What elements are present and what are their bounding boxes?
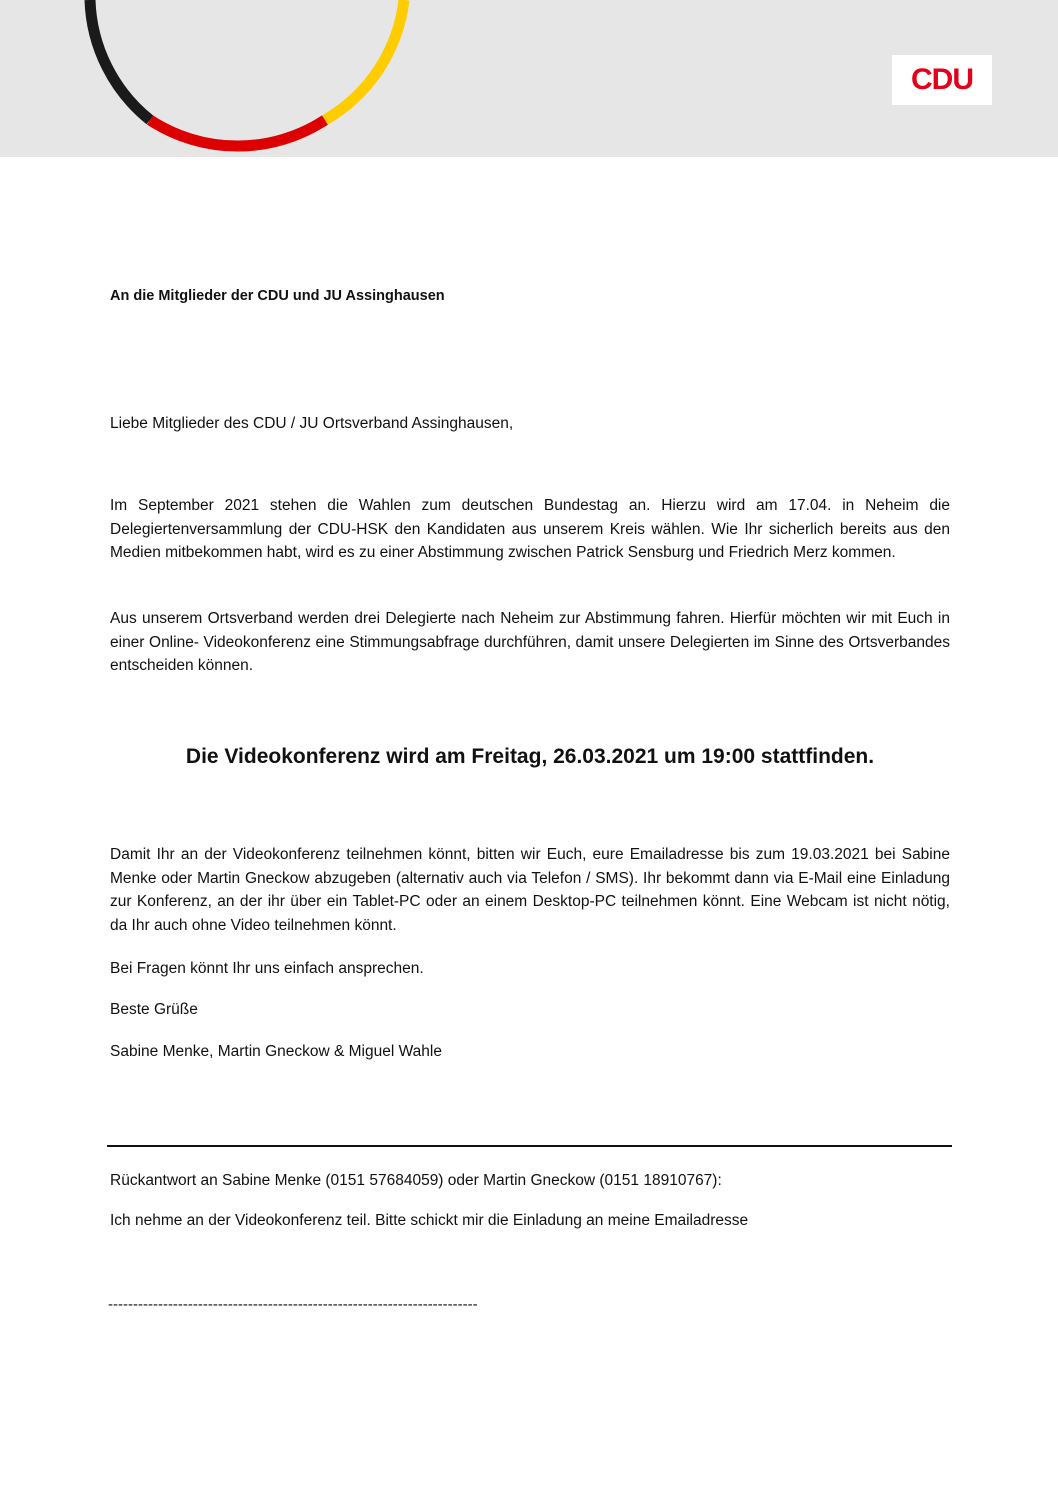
arc-red-segment <box>150 120 325 146</box>
conference-headline: Die Videokonferenz wird am Freitag, 26.03.2021 um 19:00 stattfinden. <box>185 745 875 768</box>
salutation: Liebe Mitglieder des CDU / JU Ortsverband Assinghausen, <box>110 415 514 432</box>
closing-greeting: Beste Grüße <box>110 1001 198 1018</box>
signature-names: Sabine Menke, Martin Gneckow & Miguel Wahle <box>110 1043 442 1060</box>
cdu-logo <box>892 55 992 105</box>
email-fill-in-line[interactable]: -------------------------------------------------------------------------- <box>108 1296 478 1313</box>
recipient-line: An die Mitglieder der CDU und JU Assinghausen <box>110 288 445 304</box>
section-divider <box>107 1145 952 1147</box>
paragraph-election-info: Im September 2021 stehen die Wahlen zum deutschen Bundestag an. Hierzu wird am 17.04. in Neheim die Delegiertenversammlung der CDU-HSK den Kandidaten aus unserem Kreis wählen. Wie Ihr sicherlich bereits aus den Medien mitbekommen habt, wird es zu einer Abstimmung zwischen Patrick Sensburg und Friedrich Merz kommen. <box>110 497 950 561</box>
arc-gold-segment <box>325 0 404 120</box>
paragraph-delegates: Aus unserem Ortsverband werden drei Delegierte nach Neheim zur Abstimmung fahren. Hierfür möchten wir mit Euch in einer Online- Videokonferenz eine Stimmungsabfrage durchführen, damit unsere Delegierten im Sinne des Ortsverbandes entscheiden können. <box>110 610 950 674</box>
reply-to-line: Rückantwort an Sabine Menke (0151 57684059) oder Martin Gneckow (0151 18910767): <box>110 1172 722 1189</box>
cdu-logo-text: CDU <box>911 63 973 96</box>
letterhead-band <box>0 0 1058 157</box>
questions-line: Bei Fragen könnt Ihr uns einfach ansprechen. <box>110 960 424 977</box>
participation-statement: Ich nehme an der Videokonferenz teil. Bitte schickt mir die Einladung an meine Emailadresse <box>110 1212 749 1229</box>
paragraph-participation-instructions: Damit Ihr an der Videokonferenz teilnehmen könnt, bitten wir Euch, eure Emailadresse bis zum 19.03.2021 bei Sabine Menke oder Martin Gneckow abzugeben (alternativ auch via Telefon / SMS). Ihr bekommt dann via E-Mail eine Einladung zur Konferenz, an der ihr über ein Tablet-PC oder an einem Desktop-PC teilnehmen könnt. Eine Webcam ist nicht nötig, da Ihr auch ohne Video teilnehmen könnt. <box>110 846 950 934</box>
arc-black-segment <box>90 0 150 120</box>
